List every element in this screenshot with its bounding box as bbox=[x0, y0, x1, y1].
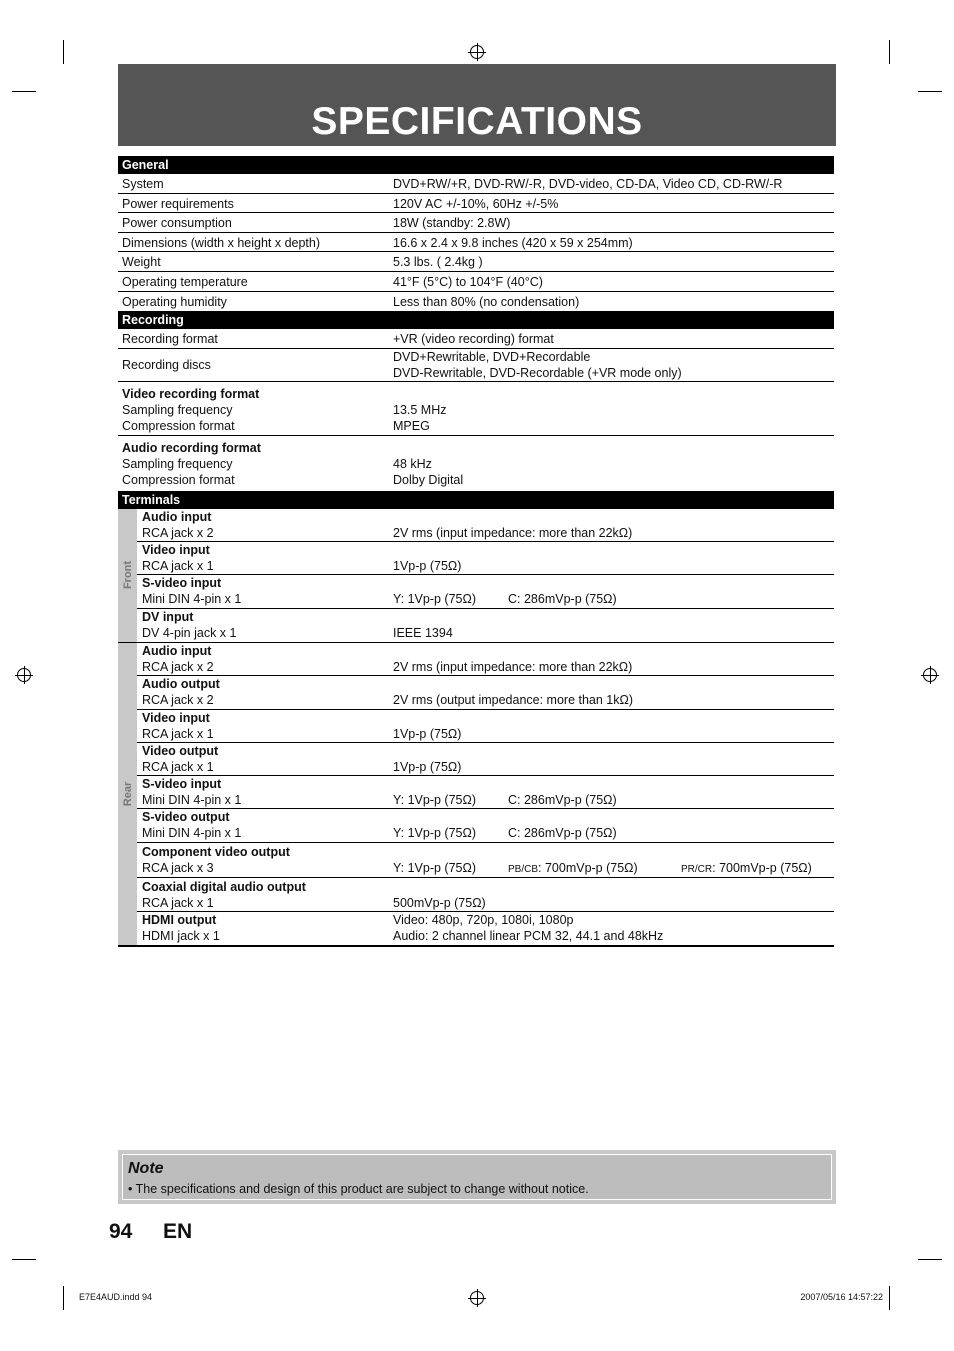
terminal-name: Video input bbox=[142, 710, 210, 725]
page-title: SPECIFICATIONS bbox=[311, 100, 643, 143]
terminal-group bbox=[137, 509, 834, 642]
title-banner bbox=[118, 64, 836, 146]
terminal-value-pb bbox=[508, 860, 638, 878]
side-label-rear bbox=[118, 643, 137, 945]
terminal-row bbox=[137, 843, 834, 878]
terminal-connector: Mini DIN 4-pin x 1 bbox=[142, 592, 242, 607]
terminal-row bbox=[137, 575, 834, 608]
spec-value: 5.3 lbs. ( 2.4kg ) bbox=[393, 255, 483, 270]
registration-mark-icon bbox=[17, 668, 31, 682]
terminal-name: DV input bbox=[142, 609, 194, 624]
terminal-value: 1Vp-p (75Ω) bbox=[393, 726, 462, 741]
spec-value: MPEG bbox=[393, 418, 430, 433]
terminal-value: 2V rms (output impedance: more than 1kΩ) bbox=[393, 693, 634, 708]
spec-value: DVD+RW/+R, DVD-RW/-R, DVD-video, CD-DA, Video CD, CD-RW/-R bbox=[393, 177, 783, 191]
terminal-value-audio: Audio: 2 channel linear PCM 32, 44.1 and 48kHz bbox=[393, 928, 664, 943]
spec-value: DVD-Rewritable, DVD-Recordable (+VR mode only) bbox=[393, 365, 682, 380]
terminal-row bbox=[137, 542, 834, 575]
terminal-value: 1Vp-p (75Ω) bbox=[393, 559, 462, 574]
spec-value: Less than 80% (no condensation) bbox=[393, 294, 580, 309]
crop-mark bbox=[12, 1259, 36, 1260]
spec-row bbox=[118, 174, 834, 194]
spec-value: DVD+Rewritable, DVD+Recordable bbox=[393, 349, 591, 364]
terminal-row bbox=[137, 743, 834, 776]
footer-date: 2007/05/16 14:57:22 bbox=[800, 1292, 883, 1302]
terminal-value: Y: 1Vp-p (75Ω) bbox=[393, 860, 476, 875]
terminal-value: IEEE 1394 bbox=[393, 625, 453, 640]
terminal-name: Audio output bbox=[142, 677, 220, 692]
terminal-row bbox=[137, 609, 834, 642]
side-label-front bbox=[118, 509, 137, 642]
spec-row bbox=[118, 213, 834, 233]
spec-group-title: Audio recording format bbox=[122, 440, 261, 455]
terminal-row bbox=[137, 878, 834, 912]
spec-value: 16.6 x 2.4 x 9.8 inches (420 x 59 x 254mm) bbox=[393, 235, 633, 250]
terminal-value-c: C: 286mVp-p (75Ω) bbox=[508, 592, 617, 607]
spec-label: Weight bbox=[122, 255, 161, 270]
terminal-value: Y: 1Vp-p (75Ω) bbox=[393, 826, 476, 841]
registration-mark-icon bbox=[470, 1291, 484, 1305]
crop-mark bbox=[889, 40, 890, 64]
terminals-rear bbox=[118, 643, 834, 945]
terminal-value: 2V rms (input impedance: more than 22kΩ) bbox=[393, 525, 633, 540]
terminal-name: Audio input bbox=[142, 643, 212, 658]
terminal-name: Video output bbox=[142, 743, 219, 758]
crop-mark bbox=[63, 1286, 64, 1310]
note-inner bbox=[122, 1154, 832, 1200]
terminal-connector: HDMI jack x 1 bbox=[142, 928, 220, 943]
spec-value: 48 kHz bbox=[393, 456, 432, 471]
terminal-row bbox=[137, 809, 834, 842]
terminal-name: S-video input bbox=[142, 777, 222, 792]
crop-mark bbox=[63, 40, 64, 64]
spec-label: Sampling frequency bbox=[122, 402, 233, 417]
spec-group-title: Video recording format bbox=[122, 386, 260, 401]
spec-value: 18W (standby: 2.8W) bbox=[393, 216, 511, 231]
crop-mark bbox=[918, 1259, 942, 1260]
section-header-general: General bbox=[118, 156, 834, 174]
spec-label: Recording discs bbox=[122, 357, 211, 372]
spec-row bbox=[118, 436, 834, 491]
spec-label: Power consumption bbox=[122, 216, 232, 231]
language-code: EN bbox=[163, 1220, 193, 1243]
terminal-connector: DV 4-pin jack x 1 bbox=[142, 625, 237, 640]
terminal-row bbox=[137, 509, 834, 542]
spec-label: Recording format bbox=[122, 332, 218, 347]
spec-label: Compression format bbox=[122, 418, 235, 433]
terminal-value-pr bbox=[681, 860, 812, 878]
spec-row bbox=[118, 272, 834, 292]
spec-row bbox=[118, 382, 834, 436]
terminal-row bbox=[137, 912, 834, 945]
terminal-connector: RCA jack x 1 bbox=[142, 726, 214, 741]
crop-mark bbox=[12, 91, 36, 92]
terminal-name: Video input bbox=[142, 543, 210, 558]
registration-mark-icon bbox=[923, 668, 937, 682]
terminal-connector: RCA jack x 1 bbox=[142, 759, 214, 774]
spec-value: 120V AC +/-10%, 60Hz +/-5% bbox=[393, 196, 559, 211]
spec-table bbox=[118, 156, 834, 947]
terminal-name: Component video output bbox=[142, 844, 290, 859]
terminal-name: HDMI output bbox=[142, 912, 217, 927]
front-label: Front bbox=[121, 561, 134, 590]
terminal-connector: RCA jack x 1 bbox=[142, 559, 214, 574]
spec-row bbox=[118, 292, 834, 312]
terminal-value: 1Vp-p (75Ω) bbox=[393, 759, 462, 774]
terminal-connector: RCA jack x 3 bbox=[142, 860, 214, 875]
terminal-value-c: C: 286mVp-p (75Ω) bbox=[508, 826, 617, 841]
terminal-name: Coaxial digital audio output bbox=[142, 879, 306, 894]
spec-label: Dimensions (width x height x depth) bbox=[122, 235, 321, 250]
terminal-value-c: C: 286mVp-p (75Ω) bbox=[508, 793, 617, 808]
spec-value: +VR (video recording) format bbox=[393, 332, 554, 347]
terminal-name: Audio input bbox=[142, 509, 212, 524]
terminal-row bbox=[137, 776, 834, 809]
spec-label: Power requirements bbox=[122, 196, 234, 211]
spec-value: 41°F (5°C) to 104°F (40°C) bbox=[393, 274, 543, 289]
terminals-front bbox=[118, 509, 834, 643]
crop-mark bbox=[918, 91, 942, 92]
terminal-value: 2V rms (input impedance: more than 22kΩ) bbox=[393, 659, 633, 674]
terminal-connector: RCA jack x 2 bbox=[142, 525, 214, 540]
pb-cb-label: PB/CB bbox=[508, 863, 539, 875]
recording-section bbox=[118, 329, 834, 491]
terminal-connector: Mini DIN 4-pin x 1 bbox=[142, 826, 242, 841]
note-text: • The specifications and design of this product are subject to change without notice. bbox=[128, 1182, 589, 1196]
registration-mark-icon bbox=[470, 45, 484, 59]
spec-value: Dolby Digital bbox=[393, 472, 464, 487]
terminal-connector: RCA jack x 2 bbox=[142, 659, 214, 674]
footer-file: E7E4AUD.indd 94 bbox=[79, 1292, 153, 1302]
terminal-value: Y: 1Vp-p (75Ω) bbox=[393, 793, 476, 808]
note-title: Note bbox=[128, 1160, 164, 1177]
pb-cb-value: : 700mVp-p (75Ω) bbox=[538, 860, 638, 875]
spec-row bbox=[118, 349, 834, 382]
section-header-recording: Recording bbox=[118, 311, 834, 329]
spec-row bbox=[118, 194, 834, 214]
crop-mark bbox=[889, 1286, 890, 1310]
note-box bbox=[118, 1150, 836, 1204]
section-header-terminals: Terminals bbox=[118, 491, 834, 509]
terminal-connector: Mini DIN 4-pin x 1 bbox=[142, 793, 242, 808]
terminal-row bbox=[137, 676, 834, 709]
pr-cr-label: PR/CR bbox=[681, 863, 713, 875]
spec-label: System bbox=[122, 177, 164, 191]
rear-label: Rear bbox=[121, 781, 134, 807]
terminal-value-video: Video: 480p, 720p, 1080i, 1080p bbox=[393, 912, 574, 927]
general-section bbox=[118, 174, 834, 311]
spec-row bbox=[118, 252, 834, 272]
spec-row bbox=[118, 233, 834, 253]
terminal-group bbox=[137, 643, 834, 945]
pr-cr-value: : 700mVp-p (75Ω) bbox=[712, 860, 812, 875]
terminal-name: S-video input bbox=[142, 576, 222, 591]
terminal-value: 500mVp-p (75Ω) bbox=[393, 895, 486, 910]
spec-label: Operating humidity bbox=[122, 294, 227, 309]
terminal-connector: RCA jack x 2 bbox=[142, 693, 214, 708]
spec-label: Operating temperature bbox=[122, 274, 248, 289]
terminal-name: S-video output bbox=[142, 810, 230, 825]
spec-label: Compression format bbox=[122, 472, 235, 487]
page-number: 94 bbox=[109, 1220, 133, 1243]
spec-label: Sampling frequency bbox=[122, 456, 233, 471]
terminal-value: Y: 1Vp-p (75Ω) bbox=[393, 592, 476, 607]
terminal-row bbox=[137, 643, 834, 676]
spec-row bbox=[118, 329, 834, 349]
terminal-connector: RCA jack x 1 bbox=[142, 895, 214, 910]
spec-value: 13.5 MHz bbox=[393, 402, 447, 417]
terminal-row bbox=[137, 710, 834, 743]
